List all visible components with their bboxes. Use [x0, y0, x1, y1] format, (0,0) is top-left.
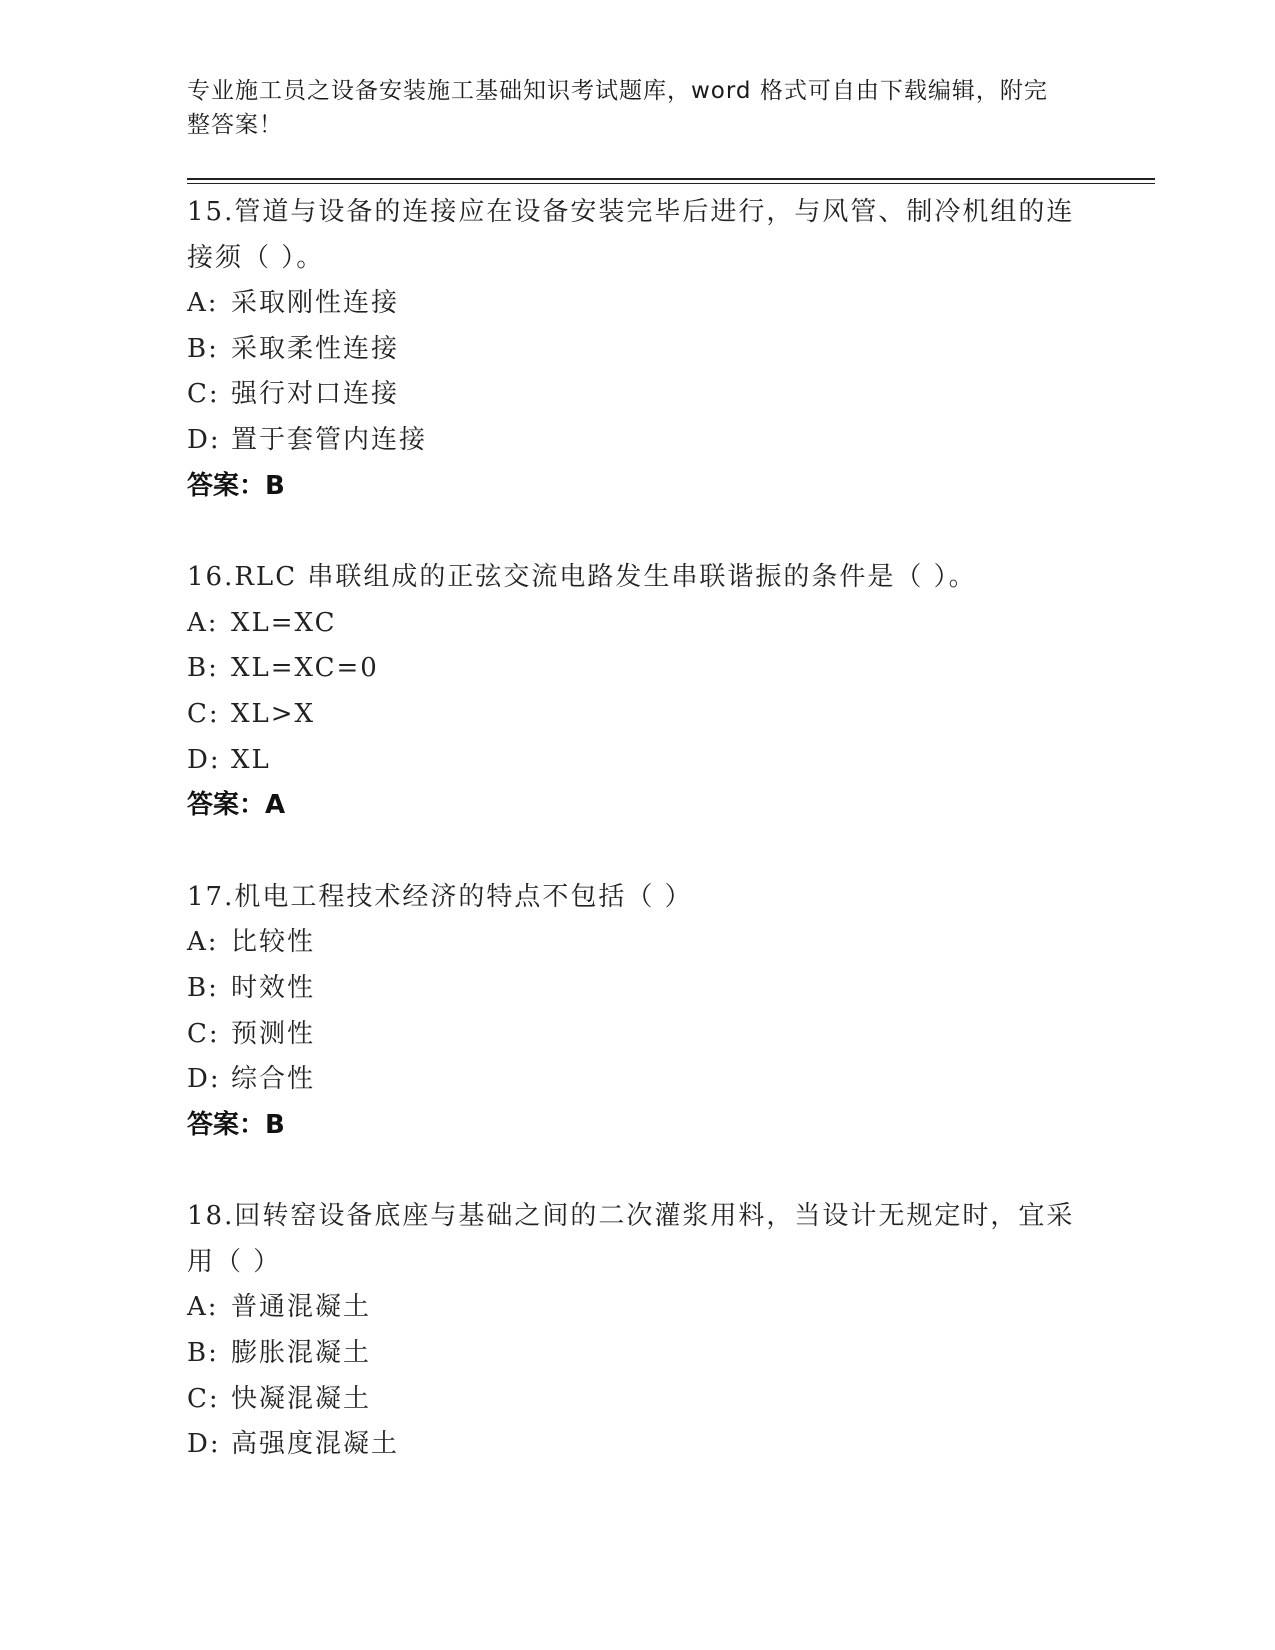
- option-letter: D:: [187, 744, 221, 775]
- question-16: [187, 555, 1087, 829]
- option-text: 预测性: [231, 1018, 316, 1049]
- option-letter: D:: [187, 1429, 221, 1460]
- option-b: [187, 646, 1087, 692]
- page-header: [187, 74, 1067, 142]
- option-a: [187, 601, 1087, 647]
- option-text: 时效性: [231, 972, 316, 1003]
- option-d: [187, 1422, 1087, 1468]
- header-divider-thick: [187, 178, 1155, 180]
- option-text: 采取柔性连接: [231, 333, 400, 364]
- option-a: [187, 281, 1087, 327]
- option-text: XL=XC=0: [231, 653, 379, 684]
- question-text: 17.机电工程技术经济的特点不包括（ ）: [187, 881, 693, 912]
- option-letter: A:: [187, 1292, 219, 1323]
- answer-label: 答案：A: [187, 790, 286, 821]
- option-letter: B:: [187, 333, 219, 364]
- option-text: 强行对口连接: [231, 379, 400, 410]
- answer-label: 答案：B: [187, 1109, 285, 1140]
- option-letter: B:: [187, 653, 219, 684]
- question-text: 18.回转窑设备底座与基础之间的二次灌浆用料，当设计无规定时，宜采用（ ）: [187, 1201, 1075, 1277]
- question-list: [187, 190, 1087, 1514]
- option-letter: A:: [187, 288, 219, 319]
- option-c: [187, 372, 1087, 418]
- option-letter: D:: [187, 424, 221, 455]
- option-b: [187, 327, 1087, 373]
- option-text: 综合性: [231, 1064, 316, 1095]
- option-text: 高强度混凝土: [231, 1429, 400, 1460]
- option-text: XL=XC: [231, 607, 337, 638]
- option-text: 快凝混凝土: [231, 1383, 372, 1414]
- option-letter: B:: [187, 1338, 219, 1369]
- answer-label: 答案：B: [187, 470, 285, 501]
- header-divider-thin: [187, 183, 1155, 184]
- option-text: 采取刚性连接: [231, 288, 400, 319]
- option-letter: C:: [187, 1383, 220, 1414]
- option-letter: C:: [187, 1018, 220, 1049]
- option-text: XL>X: [231, 698, 316, 729]
- option-d: [187, 418, 1087, 464]
- option-b: [187, 1331, 1087, 1377]
- option-letter: A:: [187, 607, 219, 638]
- option-text: 比较性: [231, 927, 316, 958]
- option-letter: A:: [187, 927, 219, 958]
- option-d: [187, 738, 1087, 784]
- option-letter: C:: [187, 698, 220, 729]
- question-18: [187, 1194, 1087, 1468]
- option-c: [187, 1012, 1087, 1058]
- question-17: [187, 875, 1087, 1149]
- question-15: [187, 190, 1087, 509]
- option-text: 置于套管内连接: [231, 424, 428, 455]
- option-text: 膨胀混凝土: [231, 1338, 372, 1369]
- option-letter: B:: [187, 972, 219, 1003]
- option-b: [187, 966, 1087, 1012]
- option-d: [187, 1057, 1087, 1103]
- option-a: [187, 920, 1087, 966]
- option-text: 普通混凝土: [231, 1292, 372, 1323]
- question-text: 15.管道与设备的连接应在设备安装完毕后进行，与风管、制冷机组的连接须（ ）。: [187, 197, 1075, 273]
- option-letter: D:: [187, 1064, 221, 1095]
- option-c: [187, 1377, 1087, 1423]
- option-c: [187, 692, 1087, 738]
- question-text: 16.RLC 串联组成的正弦交流电路发生串联谐振的条件是（ ）。: [187, 562, 977, 593]
- option-text: XL: [231, 744, 271, 775]
- option-letter: C:: [187, 379, 220, 410]
- option-a: [187, 1285, 1087, 1331]
- header-text: 专业施工员之设备安装施工基础知识考试题库，word 格式可自由下载编辑，附完整答案！: [187, 78, 1048, 138]
